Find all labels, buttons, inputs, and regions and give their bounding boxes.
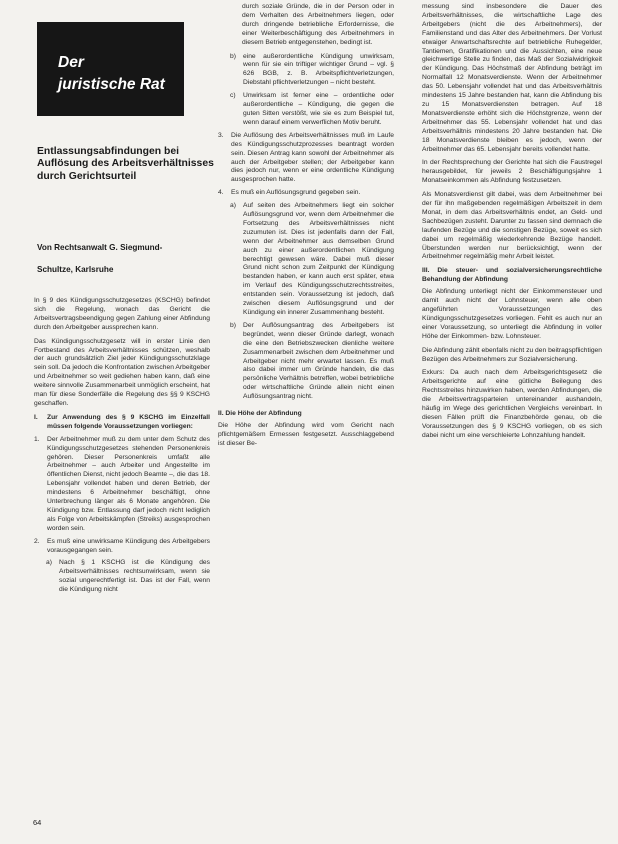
- paragraph: durch soziale Gründe, die in der Person oder in dem Verhalten des Arbeitnehmers liegen, oder durch dringende betriebliche Erfordernisse, die einer Weiterbeschäftigung des Arbeitnehmers in diesem Betrieb entgegenstehen, bedingt ist.: [242, 3, 394, 46]
- list-subitem: b) Der Auflösungsantrag des Arbeitgebers ist begründet, wenn dieser Gründe darlegt, wonach die eine den Betriebszwecken dienliche weitere Zusammenarbeit zwischen dem Arbeitnehmer und Arbeitgeber nicht mehr erwartet lassen. Es muß also dabei immer um Gründe handeln, die das persönliche Verhältnis betreffen, wobei betriebliche oder wirtschaftliche Gründe allein nicht einen Auflösungsantrag nicht.: [230, 321, 394, 401]
- author-line-1: Von Rechtsanwalt G. Siegmund-: [37, 243, 163, 252]
- author-line-2: Schultze, Karlsruhe: [37, 265, 114, 274]
- list-subitem: a) Nach § 1 KSCHG ist die Kündigung des Arbeitsverhältnisses rechtsunwirksam, wenn sie sozial ungerechtfertigt ist. Das ist der Fall, wenn die Kündigung nicht: [46, 559, 210, 594]
- column-3: [422, 3, 602, 446]
- article-headline: Entlassungsabfindungen bei Auflösung des Arbeitsverhältnisses durch Gerichtsurteil: [37, 146, 214, 182]
- page-number: 64: [33, 818, 42, 827]
- title-line-2: juristische Rat: [58, 76, 165, 93]
- section-heading: II. Die Höhe der Abfindung: [218, 410, 302, 418]
- paragraph: Die Höhe der Abfindung wird vom Gericht nach pflichtgemäßem Ermessen festgesetzt. Ausschlaggebend ist dieser Be-: [218, 421, 394, 447]
- paragraph: Exkurs: Da auch nach dem Arbeitsgerichtsgesetz die Arbeitsgerichte auf eine gütliche Beilegung des Rechtsstreites hinzuwirken haben, werden Abfindungen, die die Arbeitsvertragsparteien untereinander aushandeln, häufig im Wege des gerichtlichen Vergleichs vereinbart. In diesen Fällen prüft die Finanzbehörde genau, ob die Voraussetzungen des § 9 KSCHG vorliegen, ob es sich dabei nicht um eine verschleierte Lohnzahlung handelt.: [422, 369, 602, 439]
- section-heading: I. Zur Anwendung des § 9 KSCHG im Einzelfall müssen folgende Voraussetzungen vorliegen:: [34, 413, 210, 430]
- list-item: 1. Der Arbeitnehmer muß zu dem unter dem Schutz des Kündigungsschutzgesetzes stehenden Personenkreis gehören. Dieser Personenkreis umfaßt alle Arbeitnehmer – auch Arbeiter und Angestellte im öffentlichen Dienst, nicht jedoch Beamte –, die das 18. Lebensjahr vollendet haben und deren Betrieb, der mindestens 6 Arbeitnehmer beschäftigt, ohne Unterbrechung länger als 6 Monate angehören. Die Kündigung bzw. Entlassung darf jedoch nicht lediglich als Folge von Arbeitskämpfen (Streiks) ausgesprochen worden sein.: [34, 435, 210, 532]
- paragraph: Die Abfindung zählt ebenfalls nicht zu den beitragspflichtigen Bezügen des Arbeitnehmers zur Sozialversicherung.: [422, 346, 602, 363]
- paragraph: Als Monatsverdienst gilt dabei, was dem Arbeitnehmer bei der für ihn maßgebenden regelmäßigen Arbeitszeit in dem Monat, in dem das Arbeitsverhältnis endet, an Geld- und Sachbezügen zusteht. Darunter zu fassen sind demnach die laufenden Bezüge und die sonstigen Bezüge, soweit es sich dabei um regelmäßig wiederkehrende Bezüge handelt. Überstunden werden nur berücksichtigt, wenn der Arbeitnehmer regelmäßig mehr Arbeit leistet.: [422, 191, 602, 261]
- paragraph: In der Rechtsprechung der Gerichte hat sich die Faustregel herausgebildet, für jeweils 2 Beschäftigungsjahre 1 Monatseinkommen als Abfindung festzusetzen.: [422, 159, 602, 185]
- list-item: 2. Es muß eine unwirksame Kündigung des Arbeitgebers vorausgegangen sein.: [34, 537, 210, 554]
- list-subitem: b) eine außerordentliche Kündigung unwirksam, wenn für sie ein triftiger wichtiger Grund – vgl. § 626 BGB, z. B. Arbeitspflichtverletzungen, Diebstahl pflichtverletzungen – nicht besteht.: [230, 52, 394, 87]
- column-1: [34, 297, 210, 599]
- paragraph: Die Abfindung unterliegt nicht der Einkommensteuer und damit auch nicht der Lohnsteuer, wenn alle oben angeführten Voraussetzungen des Kündigungsschutzgesetzes vorliegen. Fehlt es auch nur an einer Voraussetzung, so unterliegt die Abfindung in voller Höhe der Einkommen- bzw. Lohnsteuer.: [422, 288, 602, 340]
- paragraph: Das Kündigungsschutzgesetz will in erster Linie den Fortbestand des Arbeitsverhältnisses schützen, weshalb der auch grundsätzlich Ziel jeder Kündigungsschutzklage sein soll. Da jedoch die Konfrontation zwischen Arbeitgeber und Arbeitnehmer so weit gediehen haben kann, daß eine weitere sinnvolle Zusammenarbeit unmöglich erscheint, hat man für diese Sonderfälle die Regelung des §§ 9 KSCHG geschaffen.: [34, 337, 210, 407]
- list-subitem: c) Unwirksam ist ferner eine – ordentliche oder außerordentliche – Kündigung, die gegen die guten Sitten verstößt, wie sie es zum Beispiel tut, wenn darauf einem verwerflichen Motiv beruht.: [230, 92, 394, 126]
- column-2: [218, 3, 394, 454]
- paragraph: In § 9 des Kündigungsschutzgesetzes (KSCHG) befindet sich die Regelung, wonach das Gericht die Arbeitsvertragsbeendigung gegen Zahlung einer Abfindung durch den Arbeitgeber aussprechen kann.: [34, 297, 210, 331]
- column-title-box: [37, 22, 184, 116]
- list-item: 4. Es muß ein Auflösungsgrund gegeben sein.: [218, 189, 361, 197]
- title-line-1: Der: [58, 54, 84, 71]
- section-heading: III. Die steuer- und sozialversicherungsrechtliche Behandlung der Abfindung: [422, 267, 602, 284]
- list-item: 3. Die Auflösung des Arbeitsverhältnisses muß im Laufe des Kündigungsschutzprozesses beantragt worden sein. Diesen Antrag kann sowohl der Arbeitnehmer als auch der Arbeitgeber stellen; der Arbeitgeber kann dies jedoch nur, wenn er eine ordentliche Kündigung ausgesprochen hatte.: [218, 131, 394, 184]
- paragraph: messung sind insbesondere die Dauer des Arbeitsverhältnisses, die wirtschaftliche Lage des Arbeitgebers (nicht die des Arbeitnehmers), der Familienstand und das Alter des Arbeitnehmers. Der Vorlust etwaiger Anwartschaftsrechte auf betriebliche Ruhegelder, Tantiemen, Gratifikationen und die Aussichten, eine neue gleichwertige Stelle zu finden, das Maß der Sozialwidrigkeit der Kündigung. Das Höchstmaß der Abfindung beträgt im Normalfall 12 Monatsverdienste. Wenn der Arbeitnehmer das 50. Lebensjahr vollendet hat und das Arbeitsverhältnis mindestens 15 Jahre bestanden hat, kann die Abfindung bis zu 15 Monatsverdiensten betragen. Auf 18 Monatsverdienste erhöht sich die Höchstgrenze, wenn der Arbeitnehmer das 55. Lebensjahr vollendet hat und das Arbeitsverhältnis mindestens 20 Jahre bestanden hat. Die 18 Monatsverdienste bleiben es jedoch, wenn der Arbeitnehmer das 65. Lebensjahr bereits vollendet hatte.: [422, 3, 602, 153]
- author-byline: [37, 237, 217, 281]
- list-subitem: a) Auf seiten des Arbeitnehmers liegt ein solcher Auflösungsgrund vor, wenn dem Arbeitnehmer die Fortsetzung des Arbeitsverhältnisses nicht zuzumuten ist. Dies ist jedenfalls dann der Fall, wenn der Arbeitnehmer aus demselben Grund auch zu einer außerordentlichen Kündigung berechtigt gewesen wäre. Dabei muß dieser Grund nicht schon zum Zeitpunkt der Kündigung bestanden haben, er kann auch erst später, etwa im Verlauf des Kündigungsschutzrechtsstreites, entstanden sein. Voraussetzung ist jedoch, daß zwischen diesem Auflösungsgrund und der Kündigung ein innerer Zusammenhang besteht.: [230, 202, 394, 316]
